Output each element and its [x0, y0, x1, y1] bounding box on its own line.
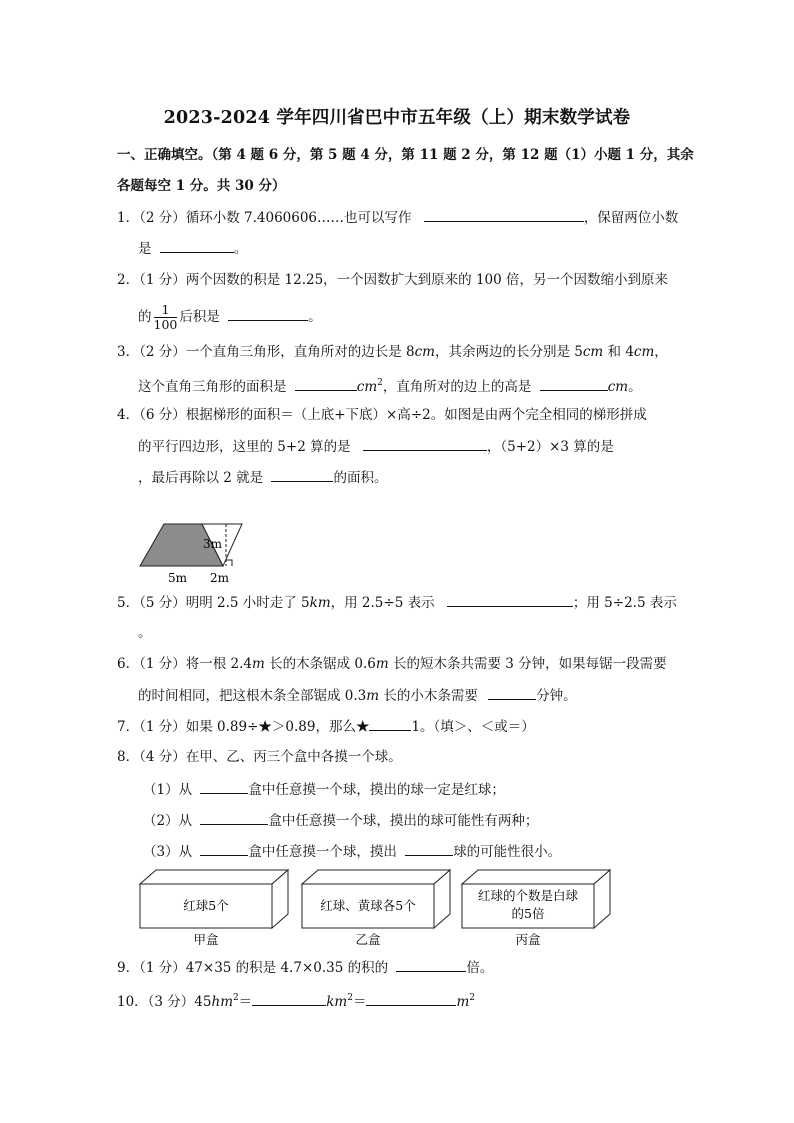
question-2-line2 [138, 302, 322, 332]
q3-unit-c: cm [633, 344, 655, 360]
question-3-line1 [117, 342, 668, 362]
q10-blank-2[interactable] [366, 991, 456, 1006]
question-8-sub2 [143, 810, 538, 831]
q8-blank-4[interactable] [405, 841, 453, 856]
question-1-line2 [138, 238, 247, 259]
q3-text-d: ， [654, 344, 668, 360]
q10-text-d: ＝ [352, 994, 367, 1010]
q8-s1-text-b: 盒中任意摸一个球，摸出的球一定是红球； [248, 782, 505, 798]
q7-text-a: 7．（1 分）如果 0.89÷★＞0.89，那么★ [117, 719, 370, 735]
q5-text-a: 5．（5 分）明明 2.5 小时走了 5 [117, 595, 310, 611]
question-6-line1 [117, 654, 667, 674]
q4-text-e: 的面积。 [333, 470, 388, 486]
q3-unit-f: cm [356, 379, 378, 395]
q1-blank-2[interactable] [160, 238, 234, 253]
q10-unit-c: km [326, 994, 348, 1010]
q1-text-b: ，保留两位小数 [583, 210, 679, 226]
fig-label-bottom: 5m [168, 571, 188, 585]
q10-unit-e: m [456, 994, 470, 1010]
q9-blank[interactable] [396, 957, 466, 972]
q6-text-a: 6．（1 分）将一根 2.4 [117, 656, 252, 672]
q5-unit-a: km [309, 595, 331, 611]
section-heading-line2: 各题每空 1 分。共 30 分） [117, 178, 286, 194]
q9-text-a: 9．（1 分）47×35 的积是 4.7×0.35 的积的 [117, 960, 389, 976]
q2-blank[interactable] [228, 306, 308, 321]
q7-blank[interactable] [369, 716, 411, 731]
box-yi [302, 870, 450, 947]
q8-blank-3[interactable] [200, 841, 248, 856]
q10-unit-a: hm [211, 994, 233, 1010]
q8-s3-text-b: 盒中任意摸一个球，摸出 [248, 844, 397, 860]
right-angle-mark [226, 560, 232, 566]
q6-unit-b: m [375, 656, 389, 672]
q3-text-a: 3．（2 分）一个直角三角形，直角所对的边长是 8 [117, 344, 415, 360]
q2-fraction [154, 303, 178, 332]
section-heading-line1: 一、正确填空。（第 4 题 6 分，第 5 题 4 分，第 11 题 2 分，第 12 题（1）小题 1 分，其余 [117, 147, 694, 163]
q8-s2-text-b: 盒中任意摸一个球，摸出的球可能性有两种； [268, 813, 539, 829]
box-yi-label: 乙盒 [355, 932, 381, 947]
box-jia-text: 红球5个 [183, 898, 229, 913]
q3-text-g: ，直角所对的边上的高是 [382, 379, 532, 395]
q3-unit-b: cm [582, 344, 604, 360]
question-3-line2 [138, 373, 642, 397]
q10-exp-a: 2 [233, 993, 239, 1003]
fig-label-top: 2m [210, 571, 230, 585]
q2-fraction-denominator: 100 [153, 317, 178, 332]
q1-blank-1[interactable] [424, 207, 584, 222]
q1-text-a: 1．（2 分）循环小数 7.4060606……也可以写作 [117, 210, 412, 226]
question-5-line1 [117, 592, 677, 613]
q10-exp-c: 2 [347, 993, 353, 1003]
ball-boxes-figure [136, 866, 614, 950]
box-jia-label: 甲盒 [193, 932, 219, 947]
q2-text-d: 。 [308, 309, 322, 325]
page-title: 2023-2024 学年四川省巴中市五年级（上）期末数学试卷 [163, 108, 631, 128]
q9-text-b: 倍。 [466, 960, 494, 976]
q8-blank-1[interactable] [200, 779, 248, 794]
question-6-line2 [138, 685, 577, 706]
q5-text-b: ，用 2.5÷5 表示 [330, 595, 435, 611]
question-4-line1: 4．（6 分）根据梯形的面积＝（上底+下底）×高÷2。如图是由两个完全相同的梯形拼成 [117, 407, 647, 423]
q8-blank-2[interactable] [200, 810, 268, 825]
q3-blank-2[interactable] [540, 376, 608, 391]
q6-text-c: 长的短木条共需要 3 分钟，如果每锯一段需要 [388, 656, 667, 672]
question-9-line [117, 957, 493, 978]
q3-blank-1[interactable] [295, 376, 357, 391]
box-yi-text: 红球、黄球各5个 [320, 898, 416, 913]
question-8-line1: 8．（4 分）在甲、乙、丙三个盒中各摸一个球。 [117, 749, 402, 765]
q6-text-b: 长的木条锯成 0.6 [264, 656, 376, 672]
q6-text-f: 分钟。 [536, 688, 577, 704]
box-bing [462, 870, 610, 947]
q10-blank-1[interactable] [252, 991, 326, 1006]
q2-text-b: 的 [138, 309, 152, 325]
q3-text-i: 。 [628, 379, 642, 395]
q10-exp-e: 2 [469, 993, 475, 1003]
question-2-line1: 2．（1 分）两个因数的积是 12.25，一个因数扩大到原来的 100 倍，另一个因数缩小到原来 [117, 272, 669, 288]
q4-text-c: ，（5+2）×3 算的是 [486, 439, 614, 455]
q6-unit-a: m [251, 656, 265, 672]
q8-s3-text-c: 球的可能性很小。 [453, 844, 562, 860]
question-1-line1 [117, 207, 678, 228]
q8-s2-text-a: （2）从 [143, 813, 193, 829]
question-5-line2: 。 [138, 625, 152, 641]
q3-text-b: ，其余两边的长分别是 5 [434, 344, 583, 360]
box-bing-text-2: 的5倍 [511, 906, 545, 921]
box-bing-text-1: 红球的个数是白球 [477, 888, 579, 903]
fig-label-height: 3m [203, 537, 223, 551]
q6-blank[interactable] [488, 685, 536, 700]
question-7-line [117, 716, 535, 737]
question-4-line2 [138, 436, 614, 457]
q8-s3-text-a: （3）从 [143, 844, 193, 860]
q6-text-d: 的时间相同，把这根木条全部锯成 0.3 [138, 688, 367, 704]
q3-unit-h: cm [607, 379, 629, 395]
q2-fraction-numerator: 1 [154, 303, 178, 318]
q6-text-e: 长的小木条需要 [379, 688, 478, 704]
q3-unit-a: cm [414, 344, 435, 360]
q4-text-b: 的平行四边形，这里的 5+2 算的是 [138, 439, 351, 455]
q6-unit-d: m [366, 688, 380, 704]
q8-s1-text-a: （1）从 [143, 782, 193, 798]
q4-text-d: ，最后再除以 2 就是 [138, 470, 264, 486]
q10-text-b: ＝ [238, 994, 253, 1010]
question-8-sub3 [143, 841, 561, 862]
q5-blank-1[interactable] [447, 592, 573, 607]
parallelogram-figure [130, 518, 250, 588]
q2-text-c: 后积是 [179, 309, 220, 325]
q5-text-c: ；用 5÷2.5 表示 [572, 595, 677, 611]
q3-exp-f: 2 [377, 378, 383, 388]
box-jia [140, 870, 288, 947]
q3-text-c: 和 4 [603, 344, 634, 360]
q7-text-b: 1。（填＞、＜或＝） [411, 719, 535, 735]
q1-text-d: 。 [233, 241, 248, 257]
q1-text-c: 是 [138, 241, 152, 257]
q4-blank-2[interactable] [271, 467, 333, 482]
q10-text-a: 10．（3 分）45 [117, 994, 212, 1010]
question-10-line [117, 988, 475, 1012]
question-4-line3 [138, 467, 387, 488]
q4-blank-1[interactable] [363, 436, 487, 451]
question-8-sub1 [143, 779, 505, 800]
q3-text-e: 这个直角三角形的面积是 [138, 379, 287, 395]
box-bing-label: 丙盒 [515, 932, 541, 947]
